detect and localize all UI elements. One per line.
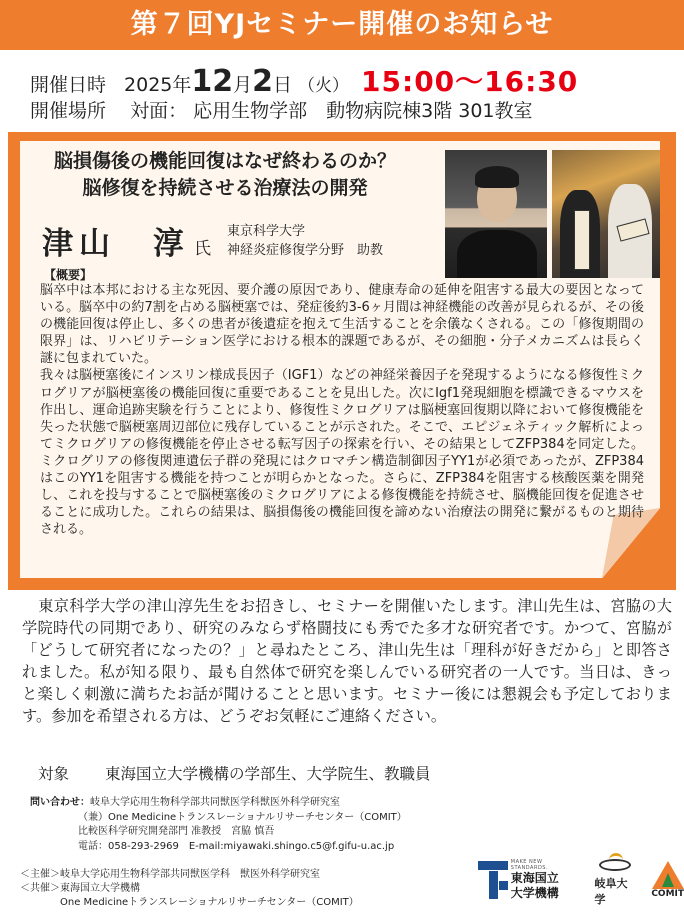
date-year: 2025年 [124,74,192,96]
page-title: 第７回YJセミナー開催のお知らせ [0,0,684,50]
thers-name-line2: 大学機構 [510,886,559,900]
contact-line1: 岐阜大学応用生物科学部共同獣医学科獣医外科学研究室 [90,797,340,808]
date-row [30,60,579,99]
talk-title [30,148,420,202]
intro-text [22,596,672,727]
speaker-block [42,218,383,263]
target-value: 東海国立大学機構の学部生、大学院生、教職員 [104,765,431,783]
contact-block [30,796,407,854]
venue-label: 開催場所 [30,100,107,122]
speaker-honorific: 氏 [194,239,211,259]
venue-row [30,96,533,123]
logo-strip [478,856,684,904]
affiliation-line2: 神経炎症修復学分野 助教 [227,243,384,258]
comit-logo-text: COMIT [651,889,684,899]
contact-line3: 比較医科学研究開発部門 准教授 宮脇 慎吾 [78,826,275,837]
intro-paragraph: 東京科学大学の津山淳先生をお招きし、セミナーを開催いたします。津山先生は、宮脇の大学院時代の同期であり、研究のみならず格闘技にも秀でた多才な研究者です。かつて、宮脇が「どうして研究者になったの？」と尋ねたところ、津山先生は「理科が好きだから」と即答されました。私が知る限り、最も自然体で研究を楽しんでいる研究者の一人です。当日は、きっと楽しく刺激に満ちたお話が聞けることと思います。セミナー後には懇親会も予定しております。参加を希望される方は、どうぞお気軽にご連絡ください。 [22,597,672,725]
comit-logo [651,861,684,899]
thers-logo-text [511,859,577,901]
thers-logo-icon [478,861,506,899]
date-day: 2 [252,64,274,99]
speaker-portrait-photo [445,150,547,278]
affiliation-line1: 東京科学大学 [227,224,306,239]
speaker-event-photo [552,150,660,278]
venue-value: 対面： 応用生物学部 動物病院棟3階 301教室 [130,100,533,122]
gifu-emblem-icon [599,853,631,875]
thers-name-line1: 東海国立 [510,871,559,885]
photo-shape [475,166,519,188]
date-day-unit: 日 [273,74,293,96]
target-audience [38,762,430,784]
photo-shape [457,230,537,278]
date-weekday: （火） [298,76,350,96]
comit-triangle-icon [652,861,684,889]
cosponsor-2: One Medicineトランスレーショナルリサーチセンター（COMIT） [60,897,359,908]
sponsor-block [20,868,359,910]
thers-tagline: MAKE NEW STANDARDS. [510,859,549,871]
contact-line2: （兼）One Medicineトランスレーショナルリサーチセンター（COMIT） [78,811,407,823]
abstract-paragraph-2: 我々は脳梗塞後にインスリン様成長因子（IGF1）などの神経栄養因子を発現するようになる修復性ミクログリアが脳梗塞後の機能回復に重要であることを見出した。次にIgf1発現細胞を標識できるマウスを作出し、運命追跡実験を行うことにより、修復性ミクログリアは脳梗塞回復期以降において修復機能を失った状態で脳梗塞周辺部位に残存していることが示された。そこで、エピジェネティック解析によってミクログリアの修復機能を停止させる転写因子の探索を行い、その結果としてZFP384を同定した。ミクログリアの修復関連遺伝子群の発現にはクロマチン構造制御因子YY1が必須であったが、ZFP384はこのYY1を阻害する機能を持つことが明らかとなった。さらに、ZFP384を阻害する核酸医薬を開発し、これを投与することで脳梗塞後のミクログリアによる修復機能を持続させ、脳機能回復を促進させることに成功した。これらの結果は、脳損傷後の機能回復を諦めない治療法の開発に繋がるものと期待される。 [40,368,644,538]
talk-title-line1: 脳損傷後の機能回復はなぜ終わるのか？ [53,150,396,172]
gifu-logo-text: 岐阜大学 [594,877,628,906]
overview-heading: 【概要】 [44,268,93,282]
abstract-paragraph-1: 脳卒中は本邦における主な死因、要介護の原因であり、健康寿命の延伸を阻害する最大の要因となっている。脳卒中の約7割を占める脳梗塞では、発症後約3-6ヶ月間は神経機能の改善が見られるが、その後の機能回復は停止し、多くの患者が後遺症を抱えて生活することを余儀なくされる。この「修復期間の限界」は、リハビリテーション医学における根本的課題であるが、その細胞・分子メカニズムは長らく謎に包まれていた。 [40,283,644,367]
talk-title-line2: 脳修復を持続させる治療法の開発 [82,177,368,199]
cosponsor: ＜共催＞東海国立大学機構 [20,883,140,894]
event-time: 15:00〜16:30 [361,65,579,98]
organizer: ＜主催＞岐阜大学応用生物科学部共同獣医学科 獣医外科学研究室 [20,869,320,880]
target-label: 対象 [38,765,70,783]
date-label: 開催日時 [30,74,107,96]
gifu-logo [595,853,636,907]
photo-shape [574,210,590,270]
speaker-name: 津山 淳 [42,226,190,262]
speaker-affiliation [227,222,383,260]
abstract [40,282,644,538]
contact-line4: 電話：058-293-2969 E-mail:miyawaki.shingo.c5@f.gifu-u.ac.jp [78,840,395,852]
date-month: 12 [191,64,234,99]
contact-label: 問い合わせ： [30,797,90,808]
date-month-unit: 月 [233,74,253,96]
